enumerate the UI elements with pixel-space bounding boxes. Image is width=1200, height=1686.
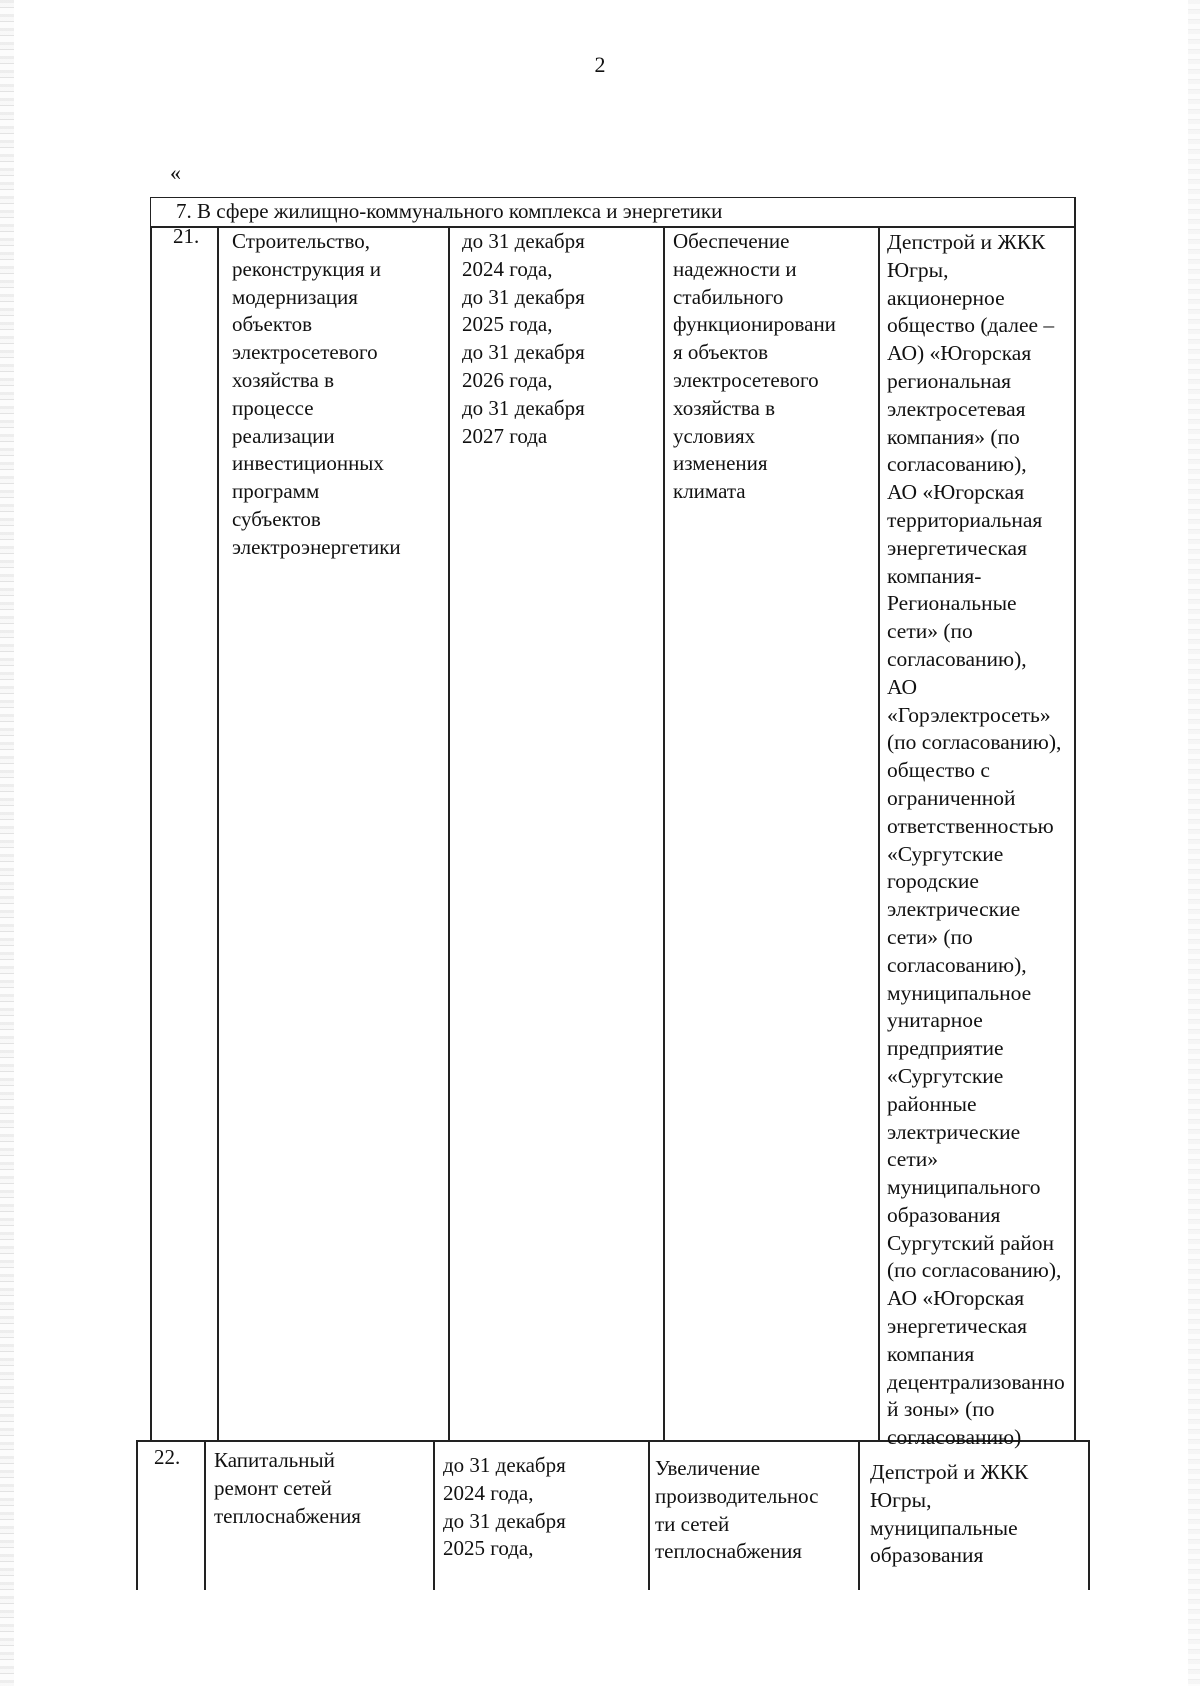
result-text: Обеспечение надежности и стабильного функционировани я объектов электросетевого хозяйства в условиях изменения климата (673, 229, 836, 504)
col-divider-3 (663, 226, 665, 1440)
col-divider-2-lower (433, 1440, 435, 1590)
measure-text: Капитальный ремонт сетей теплоснабжения (214, 1448, 361, 1528)
table-border-right (1074, 197, 1076, 1440)
col-divider-1 (217, 226, 219, 1440)
page-number: 2 (594, 52, 606, 77)
section-title: 7. В сфере жилищно-коммунального комплекса и энергетики (150, 197, 1076, 226)
col-divider-4-lower (858, 1440, 860, 1590)
col-divider-4 (878, 226, 880, 1440)
scan-edge-right (1188, 0, 1200, 1686)
table-border-left (150, 226, 152, 1440)
responsible-text: Депстрой и ЖКК Югры, муниципальные образования (870, 1460, 1029, 1568)
measure-text: Строительство, реконструкция и модернизация объектов электросетевого хозяйства в процессе реализации инвестиционных программ субъектов электроэнергетики (232, 229, 401, 559)
row-number: 21. (173, 224, 200, 248)
table-border-left-lower (136, 1440, 138, 1590)
col-divider-2 (448, 226, 450, 1440)
deadline-text: до 31 декабря 2024 года, до 31 декабря 2025 года, (443, 1453, 566, 1561)
result-text: Увеличение производительнос ти сетей теплоснабжения (655, 1456, 819, 1564)
deadline-text: до 31 декабря 2024 года, до 31 декабря 2025 года, до 31 декабря 2026 года, до 31 декабря 2027 года (462, 229, 585, 448)
row-number: 22. (154, 1445, 181, 1469)
col-divider-1-lower (204, 1440, 206, 1590)
scan-edge-left (0, 0, 14, 1686)
opening-quote: « (170, 160, 181, 185)
table-border-right-lower (1088, 1440, 1090, 1590)
responsible-text: Депстрой и ЖКК Югры, акционерное общество (далее – АО) «Югорская региональная электросетевая компания» (по согласованию), АО «Югорская территориальная энергетическая компания- Региональные сети» (по согласованию), АО «Горэлектросеть» (по согласованию), общество с ограниченной ответственностью «Сургутские городские электрические сети» (по согласованию), муниципальное унитарное предприятие «Сургутские районные электрические сети» муниципального образования Сургутский район (по согласованию), АО «Югорская энергетическая компания децентрализованно й зоны» (по согласованию) (887, 230, 1065, 1450)
col-divider-3-lower (648, 1440, 650, 1590)
